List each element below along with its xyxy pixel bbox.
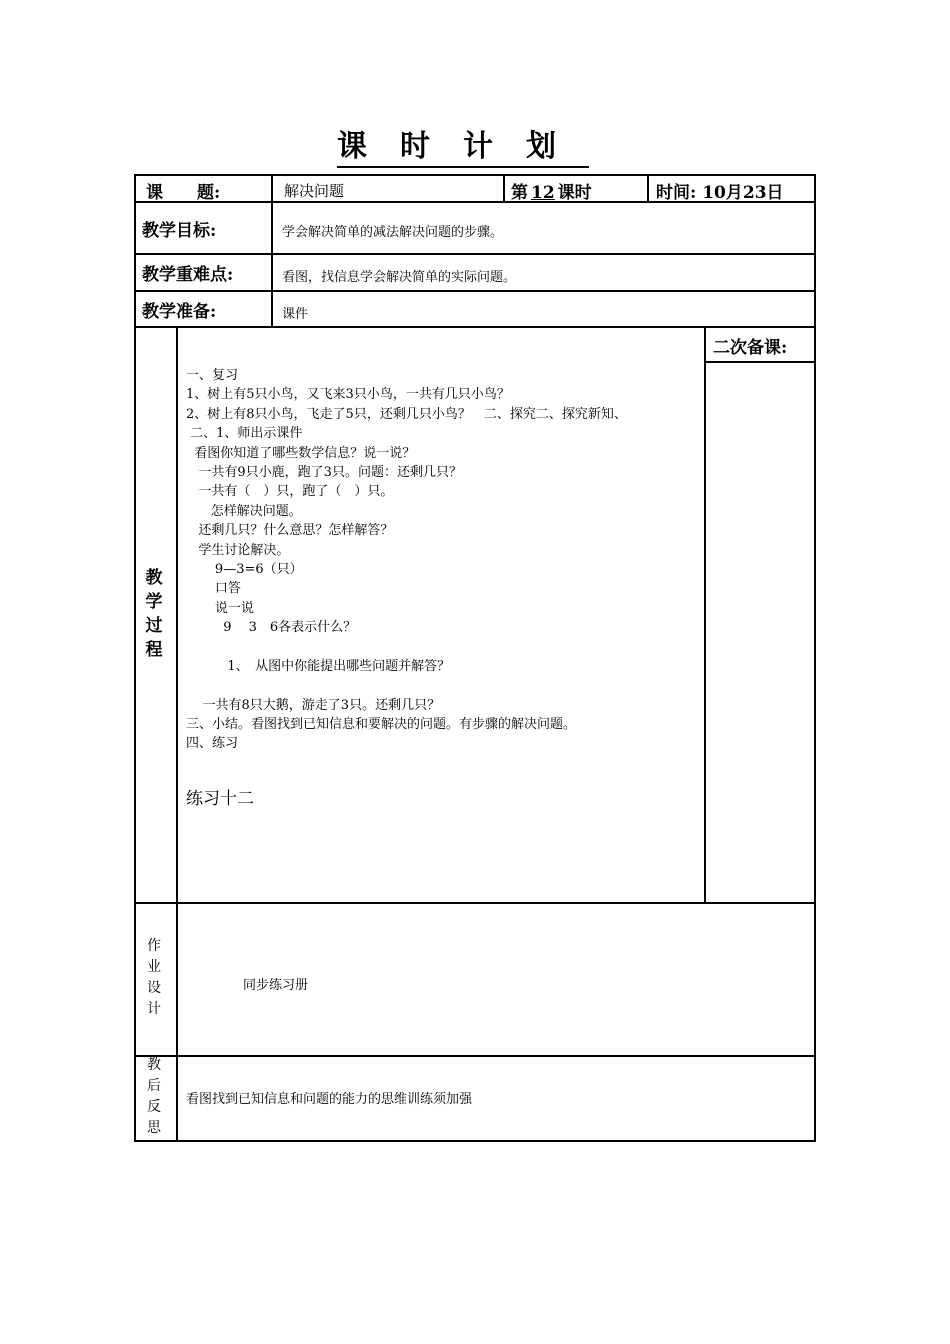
process-line: 口答 xyxy=(186,581,241,597)
key-points-label: 教学重难点: xyxy=(142,265,234,285)
process-line: 9—3=6（只） xyxy=(186,561,303,577)
lesson-number xyxy=(511,178,592,203)
lesson-number-value: 12 xyxy=(531,183,555,203)
process-content xyxy=(186,366,627,754)
process-line: 学生讨论解决。 xyxy=(186,542,290,558)
goal-label: 教学目标: xyxy=(142,221,217,241)
process-line: 一共有8只大鹅，游走了3只。还剩几只？ xyxy=(186,697,441,713)
lesson-prefix: 第 xyxy=(511,183,528,203)
page-title: 课时计划 xyxy=(337,130,589,168)
process-line: 一共有（ ）只，跑了（ ）只。 xyxy=(186,484,394,500)
process-line xyxy=(186,676,627,695)
reflection-value: 看图找到已知信息和问题的能力的思维训练须加强 xyxy=(186,1092,473,1107)
homework-label xyxy=(144,936,164,1020)
process-line xyxy=(186,637,627,656)
exercise-title: 练习十二 xyxy=(186,789,254,809)
time-label: 时间: xyxy=(656,183,697,203)
time-value: 10月23日 xyxy=(702,183,784,203)
process-line: 1、树上有5只小鸟，又飞来3只小鸟，一共有几只小鸟？ xyxy=(186,387,510,403)
reflection-label-text: 教 后 反 思 xyxy=(147,1057,161,1136)
process-line: 四、练习 xyxy=(186,736,239,752)
process-line: 还剩几只？什么意思？怎样解答？ xyxy=(186,523,394,539)
process-line: 一、复习 xyxy=(186,368,239,383)
topic-label: 课 题: xyxy=(146,183,221,203)
process-line: 一共有9只小鹿，跑了3只。问题：还剩几只？ xyxy=(186,464,462,480)
time-field xyxy=(656,178,784,203)
process-label xyxy=(144,566,164,662)
process-line: 二、1、师出示课件 xyxy=(186,426,303,442)
homework-label-text: 作 业 设 计 xyxy=(147,938,161,1017)
process-label-text: 教 学 过 程 xyxy=(145,568,163,660)
lesson-suffix: 课时 xyxy=(557,183,592,203)
process-line: 1、 从图中你能提出哪些问题并解答？ xyxy=(186,658,451,674)
process-line: 三、小结。看图找到已知信息和要解决的问题。有步骤的解决问题。 xyxy=(186,717,577,733)
second-prep-label: 二次备课: xyxy=(713,338,788,358)
goal-value: 学会解决简单的减法解决问题的步骤。 xyxy=(282,225,504,240)
process-line: 说一说 xyxy=(186,600,254,616)
reflection-label xyxy=(144,1055,164,1139)
process-line: 9 3 6各表示什么？ xyxy=(186,620,357,636)
preparation-value: 课件 xyxy=(282,307,309,322)
homework-value: 同步练习册 xyxy=(243,978,309,993)
process-line: 怎样解决问题。 xyxy=(186,503,302,519)
process-line: 看图你知道了哪些数学信息？说一说？ xyxy=(186,445,416,461)
topic-value: 解决问题 xyxy=(284,182,345,200)
process-line: 2、树上有8只小鸟，飞走了5只，还剩几只小鸟？ 二、探究二、探究新知、 xyxy=(186,406,627,422)
preparation-label: 教学准备: xyxy=(142,302,217,322)
key-points-value: 看图，找信息学会解决简单的实际问题。 xyxy=(282,270,517,285)
